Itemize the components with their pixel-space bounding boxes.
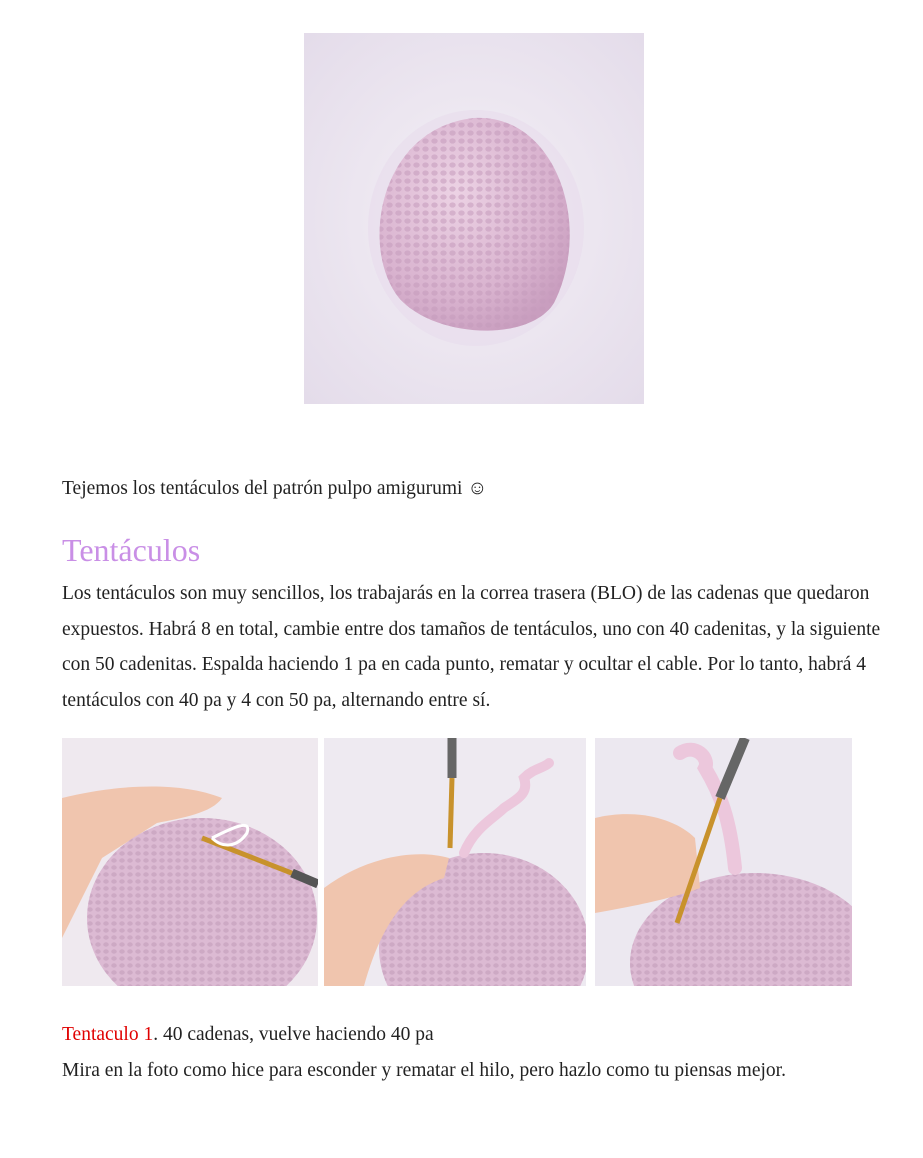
octopus-head-photo — [304, 33, 644, 404]
step-photo-2 — [324, 738, 586, 986]
step-photo-1 — [62, 738, 318, 986]
intro-text — [62, 478, 892, 500]
tentacle-1-label: Tentaculo 1 — [62, 1024, 154, 1045]
tentacle-1-instruction — [62, 1024, 892, 1046]
section-heading: Tentáculos — [62, 532, 201, 568]
tentacle-1-text: . 40 cadenas, vuelve haciendo 40 pa — [153, 1024, 434, 1045]
smiley-icon: ☺ — [467, 478, 488, 499]
step-photo-3 — [595, 738, 852, 986]
section-paragraph: Los tentáculos son muy sencillos, los trabajarás en la correa trasera (BLO) de las cadenas que quedaron expuestos. Habrá 8 en total, cambie entre dos tamaños de tentáculos, uno con 40 cadenitas, y la siguiente con 50 cadenitas. Espalda haciendo 1 pa en cada punto, rematar y ocultar el cable. Por lo tanto, habrá 4 tentáculos con 40 pa y 4 con 50 pa, alternando entre sí. — [62, 583, 881, 711]
finishing-note: Mira en la foto como hice para esconder y rematar el hilo, pero hazlo como tu piensas mejor. — [62, 1060, 786, 1081]
intro-sentence: Tejemos los tentáculos del patrón pulpo amigurumi — [62, 478, 463, 499]
